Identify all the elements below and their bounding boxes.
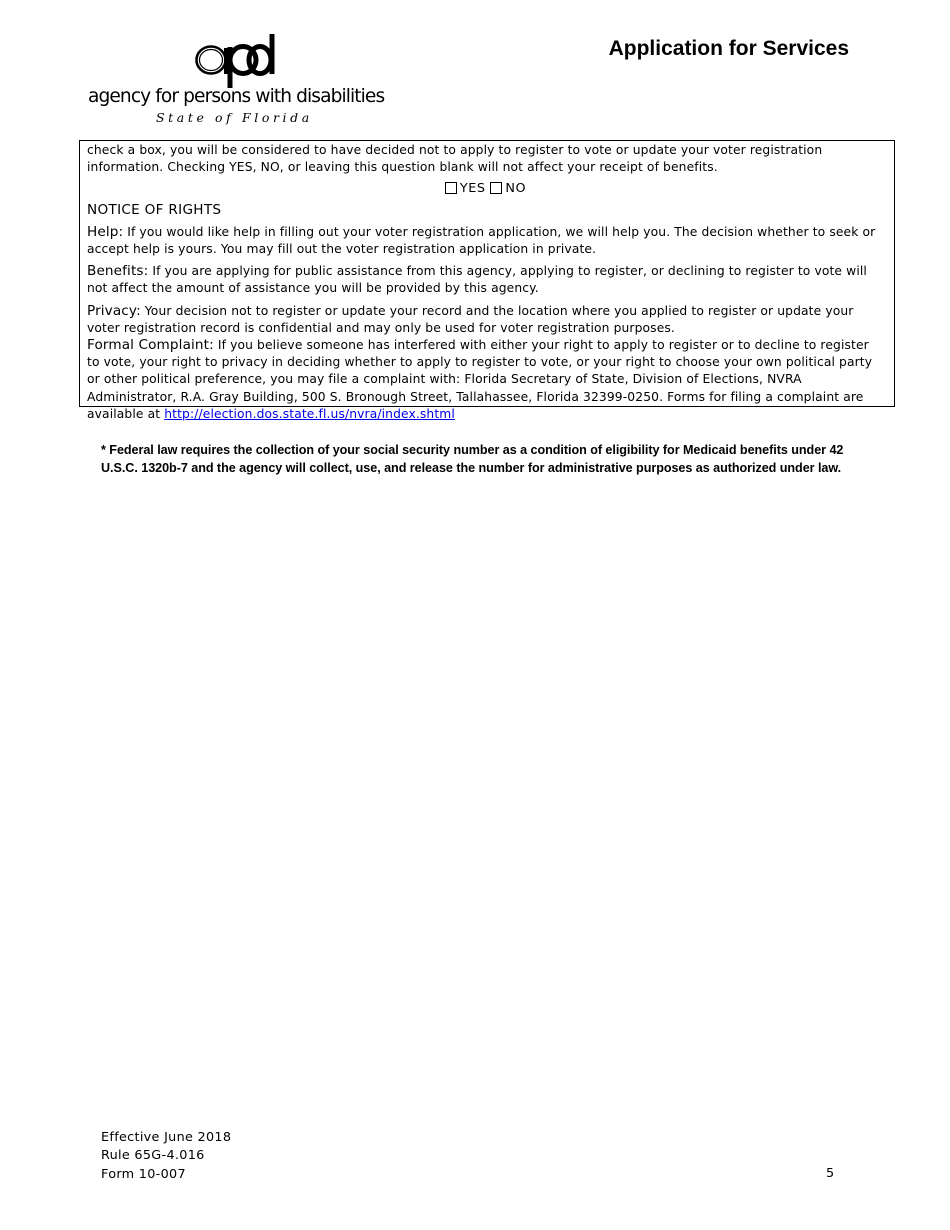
help-label: Help: [87,223,124,240]
formal-complaint-paragraph [87,337,884,423]
logo-agency-name: agency for persons with disabilities [88,86,385,107]
formal-complaint-text: If you believe someone has interfered with either your right to apply to register or to decline to register to vote, your right to privacy in deciding whether to apply to register to vote, or your right to choose your own political party or other political preference, you may file a complaint with: Florida Secretary of State, Division of Elections, NVRA Administrator, R.A. Gray Building, 500 S. Bronough Street, Tallahassee, Florida 32399-0250. Forms for filing a complaint are available at [87,338,873,421]
voter-intro-text: check a box, you will be considered to have decided not to apply to register to vote or update your voter registration information. Checking YES, NO, or leaving this question blank will not affect your receipt of benefits. [87,143,823,175]
page-footer [101,1129,231,1184]
formal-complaint-label: Formal Complaint: [87,337,214,354]
voter-choice-row [87,180,884,197]
document-title: Application for Services [608,37,849,60]
footer-effective-date: Effective June 2018 [101,1130,232,1145]
footer-form-number: Form 10-007 [101,1166,186,1182]
no-checkbox[interactable] [490,182,502,194]
logo-state-name: State of Florida [156,110,313,125]
nvra-complaint-link[interactable]: http://election.dos.state.fl.us/nvra/index.shtml [164,406,455,421]
benefits-paragraph [87,263,884,297]
privacy-label: Privacy: [87,302,141,319]
privacy-paragraph [87,303,884,337]
footer-rule: Rule 65G-4.016 [101,1148,205,1164]
benefits-label: Benefits: [87,263,149,280]
federal-law-note: * Federal law requires the collection of your social security number as a condition of eligibility for Medicaid benefits under 42 U.S.C. 1320b-7 and the agency will collect, use, and release the number for administrative purposes as authorized under law. [101,443,844,475]
help-text: If you would like help in filling out your voter registration application, we will help you. The decision whether to seek or accept help is yours. You may fill out the voter registration application in private. [87,224,876,257]
help-paragraph [87,224,884,258]
yes-label: YES [459,181,486,197]
notice-of-rights-heading: NOTICE OF RIGHTS [87,201,222,218]
yes-checkbox[interactable] [445,182,457,194]
apd-logo-mark [194,34,278,88]
page-number: 5 [826,1166,835,1181]
agency-logo [86,34,384,128]
benefits-text: If you are applying for public assistance from this agency, applying to register, or declining to register to vote will not affect the amount of assistance you will be provided by this agency. [87,264,867,296]
no-label: NO [505,181,527,197]
privacy-text: Your decision not to register or update your record and the location where you applied to register or update your voter registration record is confidential and may only be used for voter registration purposes. [87,303,854,335]
voter-registration-box [79,140,895,421]
